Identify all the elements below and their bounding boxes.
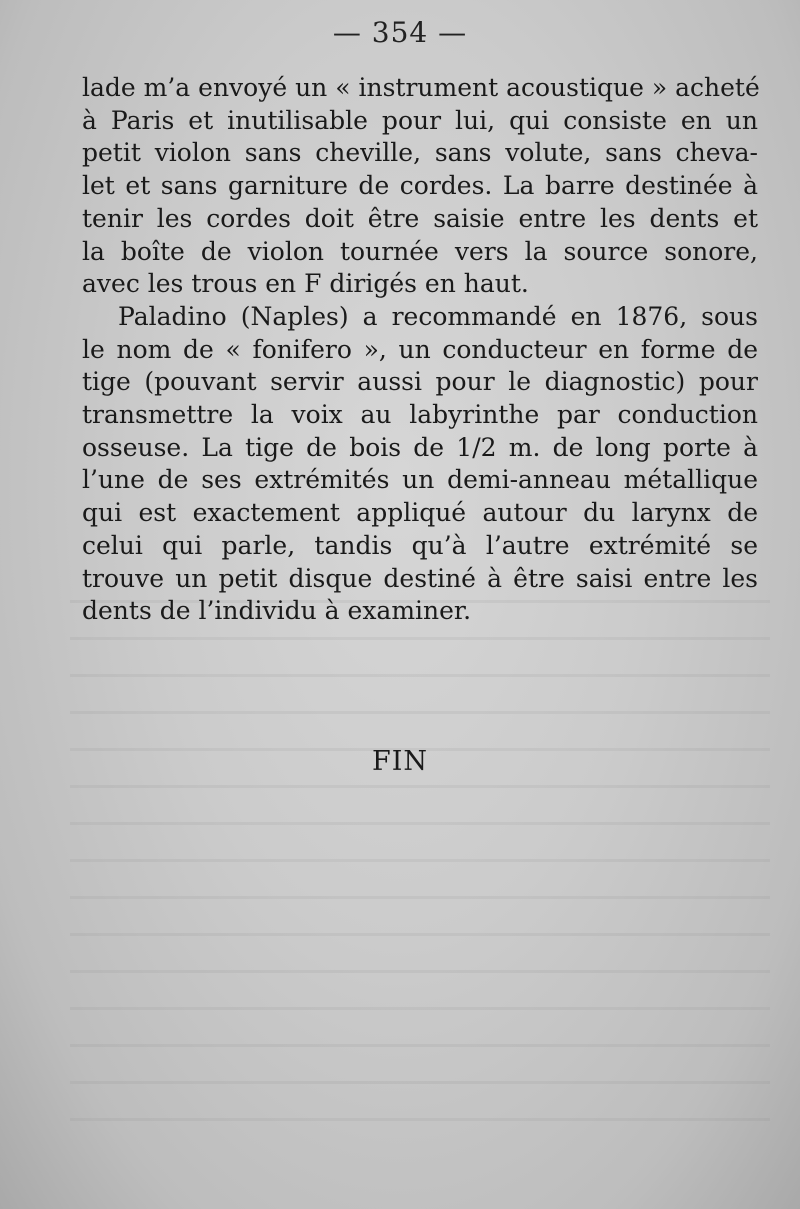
text-line: la boîte de violon tournée vers la source sonore, (82, 236, 758, 266)
text-line: avec les trous en F dirigés en haut. (82, 269, 529, 299)
bleed-through-texture (70, 600, 770, 1160)
text-line: petit violon sans cheville, sans volute, sans cheva- (82, 138, 758, 168)
text-line: lade m’a envoyé un « instrument acoustique » acheté (82, 73, 760, 102)
text-line: à Paris et inutilisable pour lui, qui consiste en un (82, 105, 758, 135)
text-line: qui est exactement appliqué autour du larynx de (82, 498, 758, 528)
page-number: — 354 — (332, 16, 468, 49)
text-line: let et sans garniture de cordes. La barre destinée à (82, 171, 758, 201)
text-line: dents de l’individu à examiner. (82, 596, 472, 626)
text-line: tige (pouvant servir aussi pour le diagnostic) pour (82, 367, 758, 397)
text-line: le nom de « fonifero », un conducteur en forme de (82, 334, 758, 364)
text-line: trouve un petit disque destiné à être saisi entre les (82, 563, 758, 593)
text-line: tenir les cordes doit être saisie entre les dents et (82, 203, 758, 233)
text-line: l’une de ses extrémités un demi-anneau métallique (82, 465, 758, 495)
end-marker: FIN (371, 746, 429, 777)
body-text (82, 72, 758, 628)
text-line: transmettre la voix au labyrinthe par conduction (82, 400, 758, 430)
text-line: celui qui parle, tandis qu’à l’autre extrémité se (82, 530, 758, 560)
paragraph-start-line: Paladino (Naples) a recommandé en 1876, sous (118, 301, 758, 331)
text-line: osseuse. La tige de bois de 1/2 m. de long porte à (82, 432, 758, 462)
